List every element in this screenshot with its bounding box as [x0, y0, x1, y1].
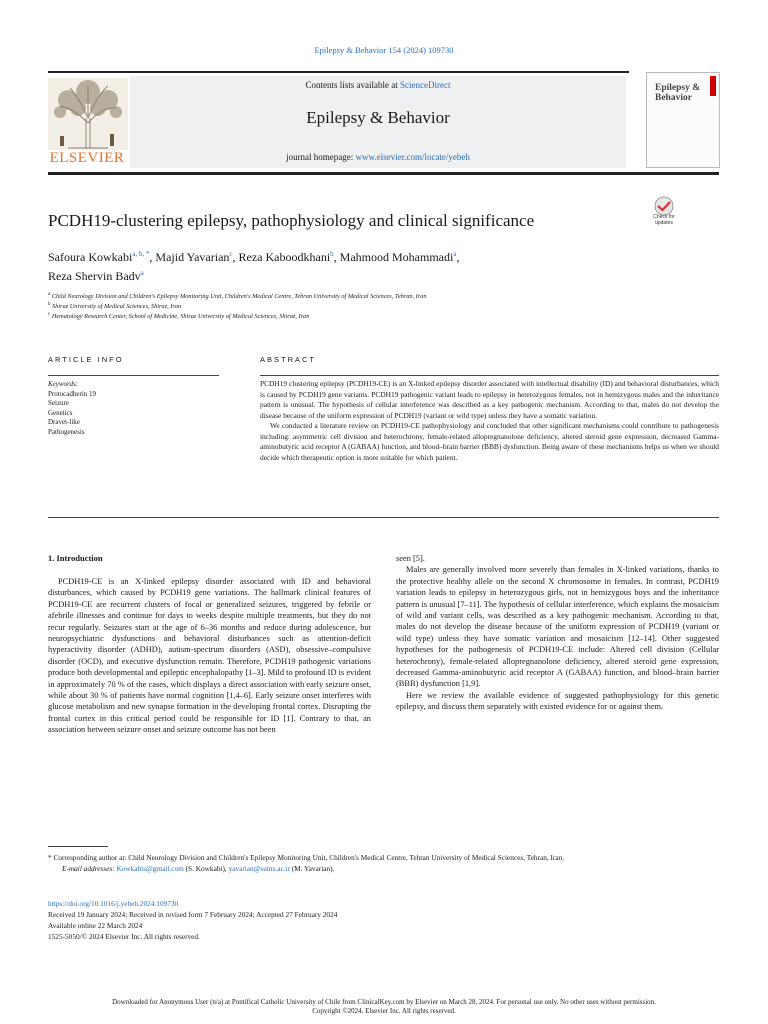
doi-link[interactable]: https://doi.org/10.1016/j.yebeh.2024.109730	[48, 899, 179, 908]
affiliation-text: Child Neurology Division and Children's Epilepsy Monitoring Unit, Children's Medical Centre, Tehran University of Medical Sciences, Tehran, Iran	[51, 293, 427, 301]
author-name: Mahmood Mohammadi	[339, 250, 454, 264]
author-affiliation-mark[interactable]: c	[229, 250, 233, 258]
check-for-updates-badge[interactable]	[646, 196, 682, 228]
journal-cover-thumbnail	[646, 72, 720, 168]
keywords-block	[48, 380, 96, 438]
footnote-rule	[48, 846, 108, 847]
affiliation-c	[48, 312, 309, 320]
body-paragraph: Males are generally involved more severely than females in X-linked variations, thanks to the protective healthy allele on the second X chromosome in females. In contrast, PCDH19 variation leads to epilepsy in heterozygous girls, not in hemizygous boys and the inheritance pattern is unusual [7–11]. The hypothesis of cellular interference, which explains the mosaicism of wild and variant cells, was described as a key pathogenic mechanism. According to that, males do not develop the disease because of the uniform expression of PCDH19 (variant or wild type) unless they have somatic variation and mosaicism [12–14]. Other suggested hypotheses for the pathogenesis of PCDH19-CE include: Altered cell division (Cellular heterochrony), female-related allopregnanolone deficiency, altered steroid gene expression, decreased Gamma-aminobutyric acid receptor A (GABAA) function, and blood–brain barrier (BBB) dysfunction [1,9].	[396, 565, 719, 689]
author-separator: ,	[456, 250, 460, 264]
affiliation-a	[48, 292, 427, 300]
publisher-wordmark: ELSEVIER	[49, 150, 125, 166]
abstract-paragraph: We conducted a literature review on PCDH19-CE pathophysiology and concluded that other significant mechanisms could contribute to pathogenesis including: asymmetric cell division and heterochrony, female-related allopregnanolone deficiency, altered steroid gene expression, decreased Gamma-aminobutyric acid receptor A (GABAA) function, and blood–brain barrier (BBB) dysfunction. Being aware of these mechanisms helps us when we should decide which therapeutic option is more suitable for which patient.	[260, 421, 719, 462]
paper-title: PCDH19-clustering epilepsy, pathophysiology and clinical significance	[48, 211, 535, 230]
body-paragraph-continued: seen [5].	[396, 554, 425, 563]
cover-title: Epilepsy & Behavior	[655, 83, 701, 103]
journal-title: Epilepsy & Behavior	[306, 108, 450, 127]
journal-homepage-link[interactable]: www.elsevier.com/locate/yebeh	[355, 152, 470, 162]
contents-prefix: Contents lists available at	[305, 80, 400, 90]
article-history	[48, 898, 337, 942]
author-separator: ,	[232, 250, 239, 264]
email-owner: (M. Yavarian).	[290, 864, 335, 873]
author-affiliation-mark[interactable]: a	[453, 250, 457, 258]
section-heading-introduction: 1. Introduction	[48, 553, 103, 563]
sciencedirect-link[interactable]: ScienceDirect	[400, 80, 451, 90]
author-separator: ,	[333, 250, 340, 264]
received-dates: Received 19 January 2024; Received in revised form 7 February 2024; Accepted 27 February 2024	[48, 910, 338, 919]
author-affiliation-mark[interactable]: a	[140, 269, 144, 277]
email-line	[48, 863, 719, 874]
body-paragraph: Here we review the available evidence of suggested pathophysiology for this genetic epilepsy, and discuss them separately with existed evidence for or against them.	[396, 690, 719, 712]
keyword: Dravet-like	[48, 418, 80, 427]
author-name: Majid Yavarian	[155, 250, 230, 264]
copyright-line: 1525-5050/© 2024 Elsevier Inc. All rights reserved.	[48, 932, 200, 941]
check-updates-icon	[646, 196, 682, 216]
abstract-rule	[260, 375, 719, 376]
affiliation-text: Shiraz University of Medical Sciences, Shiraz, Iran	[52, 303, 182, 311]
affiliation-letter: c	[48, 312, 51, 317]
homepage-prefix: journal homepage:	[286, 152, 356, 162]
affiliation-letter: a	[48, 292, 51, 297]
author-separator: ,	[149, 250, 156, 264]
check-for-updates-label: Check for updates	[653, 214, 675, 226]
abstract-bottom-rule	[48, 517, 719, 518]
header-top-rule	[48, 71, 629, 73]
keyword: Protocadherin 19	[48, 389, 97, 398]
email-owner: (S. Kowkabi),	[183, 864, 229, 873]
affiliation-b	[48, 302, 181, 310]
affiliation-text: Hematology Research Center, School of Medicine, Shiraz University of Medical Sciences, Shiraz, Iran	[51, 313, 310, 321]
author-name: Reza Kaboodkhani	[238, 250, 331, 264]
corresponding-author-footnote	[48, 852, 719, 874]
journal-homepage-line	[130, 152, 626, 162]
abstract-paragraph: PCDH19 clustering epilepsy (PCDH19-CE) is an X-linked epilepsy disorder associated with intellectual disability (ID) and behavioral disturbances, which is caused by PCDH19 gene variants. PCDH19 pathogenic variant leads to epilepsy in heterozygous females, not in hemizygous males and the inheritance pattern is unusual. The hypothesis of cellular interference was described as a key pathogenic mechanism. According to that, males do not develop the disease because of the uniform expression of PCDH19 (variant or wild type) unless they have a somatic variation.	[260, 379, 719, 420]
email-link[interactable]: yavarian@sums.ac.ir	[228, 864, 291, 873]
intro-left-column	[48, 576, 371, 736]
article-info-rule	[48, 375, 219, 376]
email-link[interactable]: Kowkabis@gmail.com	[116, 864, 184, 873]
available-online: Available online 22 March 2024	[48, 921, 143, 930]
author-affiliation-mark[interactable]: b	[330, 250, 334, 258]
affiliation-letter: b	[48, 302, 51, 307]
keyword: Seizure	[48, 399, 69, 408]
keywords-label: Keywords:	[48, 380, 79, 388]
email-label: E-mail addresses:	[62, 864, 115, 873]
corresponding-author-text: * Corresponding author at: Child Neurology Division and Children's Epilepsy Monitoring Unit, Children's Medical Centre, Tehran University of Medical Sciences, Tehran, Iran.	[48, 853, 565, 862]
abstract-heading: ABSTRACT	[260, 355, 317, 364]
author-affiliation-mark[interactable]: a, b, *	[132, 250, 150, 258]
download-notice: Downloaded for Anonymous User (n/a) at Pontifical Catholic University of Chile from ClinicalKey.com by Elsevier on March 28, 2024. For personal use only. No other uses without permission. Copyright ©2024. Elsevier Inc. All rights reserved.	[112, 998, 656, 1015]
header-bottom-rule	[48, 172, 719, 175]
author-list	[48, 246, 648, 284]
keyword: Pathogenesis	[48, 427, 85, 436]
abstract-body	[260, 379, 719, 463]
article-info-heading: ARTICLE INFO	[48, 355, 124, 364]
contents-line	[130, 80, 626, 90]
keyword: Genetics	[48, 408, 73, 417]
intro-right-column	[396, 553, 719, 713]
author-name: Safoura Kowkabi	[48, 250, 133, 264]
author-name: Reza Shervin Badv	[48, 269, 141, 283]
body-paragraph: PCDH19-CE is an X-linked epilepsy disorder associated with ID and behavioral disturbances, which caused by PCDH19 gene variations. The hallmark clinical features of PCDH19-CE are recurrent clusters of focal or generalized seizures, triggered by febrile or afebrile illnesses and continue for days to weeks despite multiple treatments, but they do not recur regularly. Seizures start at the age of 6–36 months and reduce during adolescence, but neuropsychiatric dysfunctions and behavioral disturbances such as attention-deficit hyperactivity disorder (ADHD), autism-spectrum disorders (ASD), obsessive–compulsive disorder (OCD), and executive dysfunction remain. Therefore, PCDH19 pathogenic variations produce both developmental and epileptic encephalopathy [1–3]. Mild to profound ID is evident in approximately 70 % of the cases, which displays a direct association with early seizure onset, while about 30 % of patients have normal cognition [1,4–6]. Early seizure onset interferes with glucose metabolism and new synapse formation in the developing frontal cortex. Disrupting the frontal cortex in this critical period could be responsible for ID [1]. Contrary to that, an association between seizure onset and seizure outcome has not been	[48, 577, 371, 735]
journal-reference[interactable]: Epilepsy & Behavior 154 (2024) 109730	[314, 45, 454, 55]
